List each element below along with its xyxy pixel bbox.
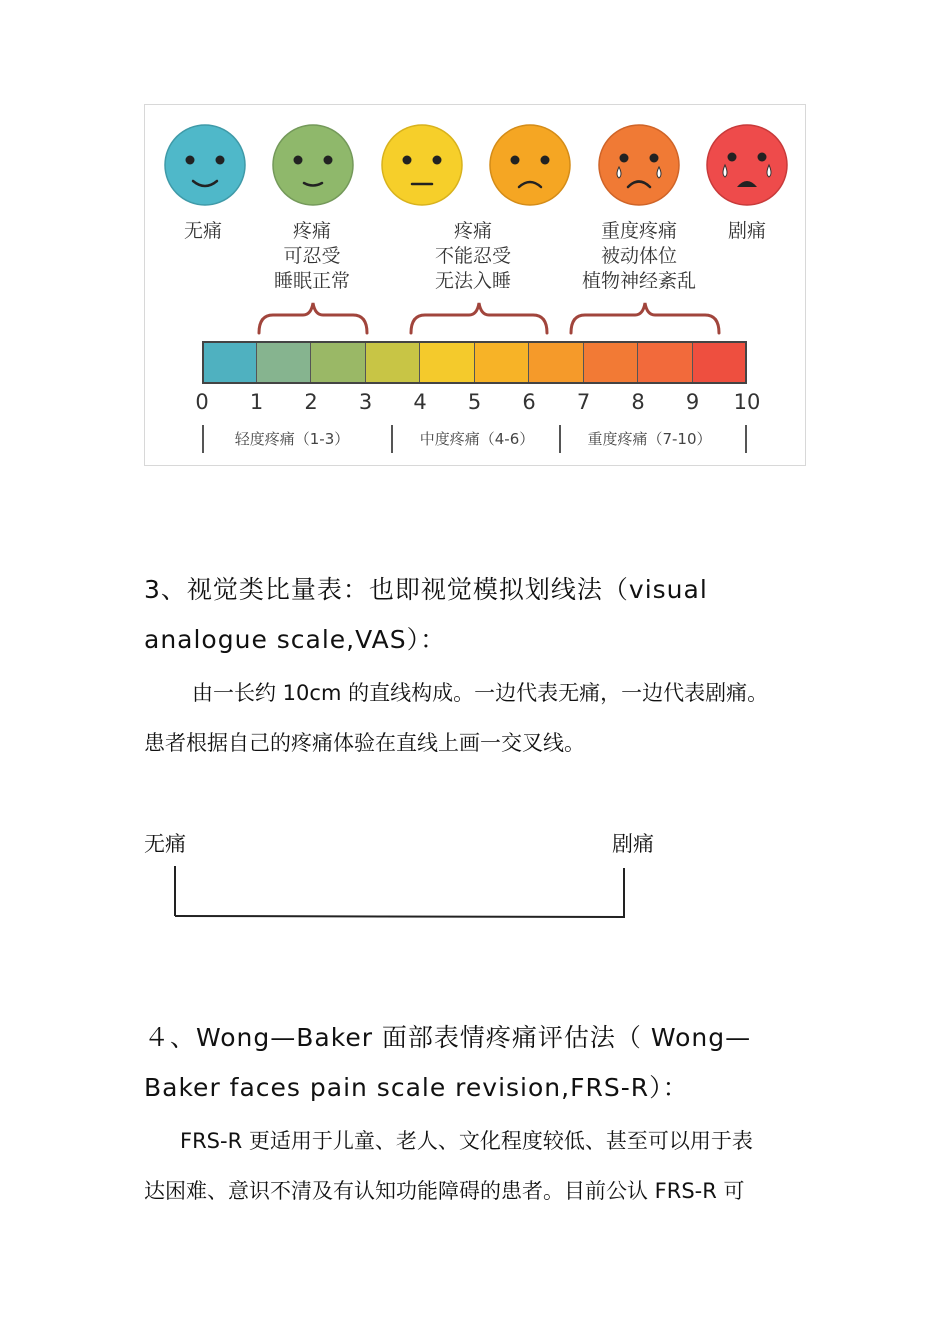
- vas-right-label: 剧痛: [612, 832, 654, 856]
- no-pain-face-icon: [163, 123, 247, 207]
- range-label-moderate: 中度疼痛（4-6）: [419, 430, 535, 448]
- tick-label-9: 9: [685, 390, 700, 414]
- brace-moderate: [409, 301, 549, 335]
- face-label-worst-pain: 剧痛: [727, 220, 766, 242]
- face-label-moderate-pain: 疼痛 不能忍受 无法入睡: [434, 220, 511, 292]
- tick-label-2: 2: [304, 390, 318, 414]
- bar-cell-7: [584, 341, 639, 384]
- tick-label-6: 6: [522, 390, 536, 414]
- bar-cell-5: [475, 341, 530, 384]
- bar-cell-8: [638, 341, 693, 384]
- range-separator: [202, 425, 204, 453]
- section3-body-line1: 由一长约 10cm 的直线构成。一边代表无痛，一边代表剧痛。: [192, 681, 769, 705]
- range-label-mild: 轻度疼痛（1-3）: [234, 430, 350, 448]
- moderate-neutral-face-icon: [380, 123, 464, 207]
- bar-cell-6: [529, 341, 584, 384]
- face-label-severe-pain: 重度疼痛 被动体位 植物神经紊乱: [581, 220, 696, 292]
- bar-cell-4: [420, 341, 475, 384]
- vas-line: [172, 864, 628, 924]
- bar-cell-1: [257, 341, 312, 384]
- bar-cell-9: [693, 341, 748, 384]
- tick-label-1: 1: [249, 390, 264, 414]
- range-label-severe: 重度疼痛（7-10）: [587, 430, 712, 448]
- range-separator: [559, 425, 561, 453]
- face-label-no-pain: 无痛: [183, 220, 222, 242]
- tick-label-10: 10: [733, 390, 761, 414]
- section4-heading-line1: ４、Wong—Baker 面部表情疼痛评估法（ Wong—: [144, 1023, 752, 1052]
- bar-cell-3: [366, 341, 421, 384]
- tick-label-5: 5: [467, 390, 482, 414]
- range-separator: [745, 425, 747, 453]
- brace-mild: [257, 301, 369, 335]
- worst-pain-crying-face-icon: [705, 123, 789, 207]
- section4-body-line1: FRS-R 更适用于儿童、老人、文化程度较低、甚至可以用于表: [180, 1129, 753, 1153]
- face-label-mild-pain: 疼痛 可忍受 睡眠正常: [273, 220, 350, 292]
- section4-heading-line2: Baker faces pain scale revision,FRS-R）：: [144, 1073, 689, 1102]
- section3-heading-line2: analogue scale,VAS）：: [144, 625, 447, 654]
- section4-body-line2: 达困难、意识不清及有认知功能障碍的患者。目前公认 FRS-R 可: [144, 1179, 745, 1203]
- bar-cell-2: [311, 341, 366, 384]
- tick-label-3: 3: [358, 390, 373, 414]
- section3-body-line2: 患者根据自己的疼痛体验在直线上画一交叉线。: [144, 731, 585, 755]
- severe-crying-face-icon: [597, 123, 681, 207]
- moderate-pain-face-icon: [488, 123, 572, 207]
- bar-cell-0: [202, 341, 257, 384]
- range-separator: [391, 425, 393, 453]
- pain-scale-figure: [144, 104, 806, 466]
- mild-pain-face-icon: [271, 123, 355, 207]
- tick-label-7: 7: [576, 390, 591, 414]
- section3-heading-line1: 3、视觉类比量表：也即视觉模拟划线法（visual: [144, 575, 708, 604]
- tick-label-0: 0: [195, 390, 209, 414]
- tick-label-8: 8: [631, 390, 645, 414]
- brace-severe: [569, 301, 721, 335]
- vas-left-label: 无痛: [144, 832, 186, 856]
- tick-label-4: 4: [413, 390, 427, 414]
- pain-color-bar: [202, 341, 747, 384]
